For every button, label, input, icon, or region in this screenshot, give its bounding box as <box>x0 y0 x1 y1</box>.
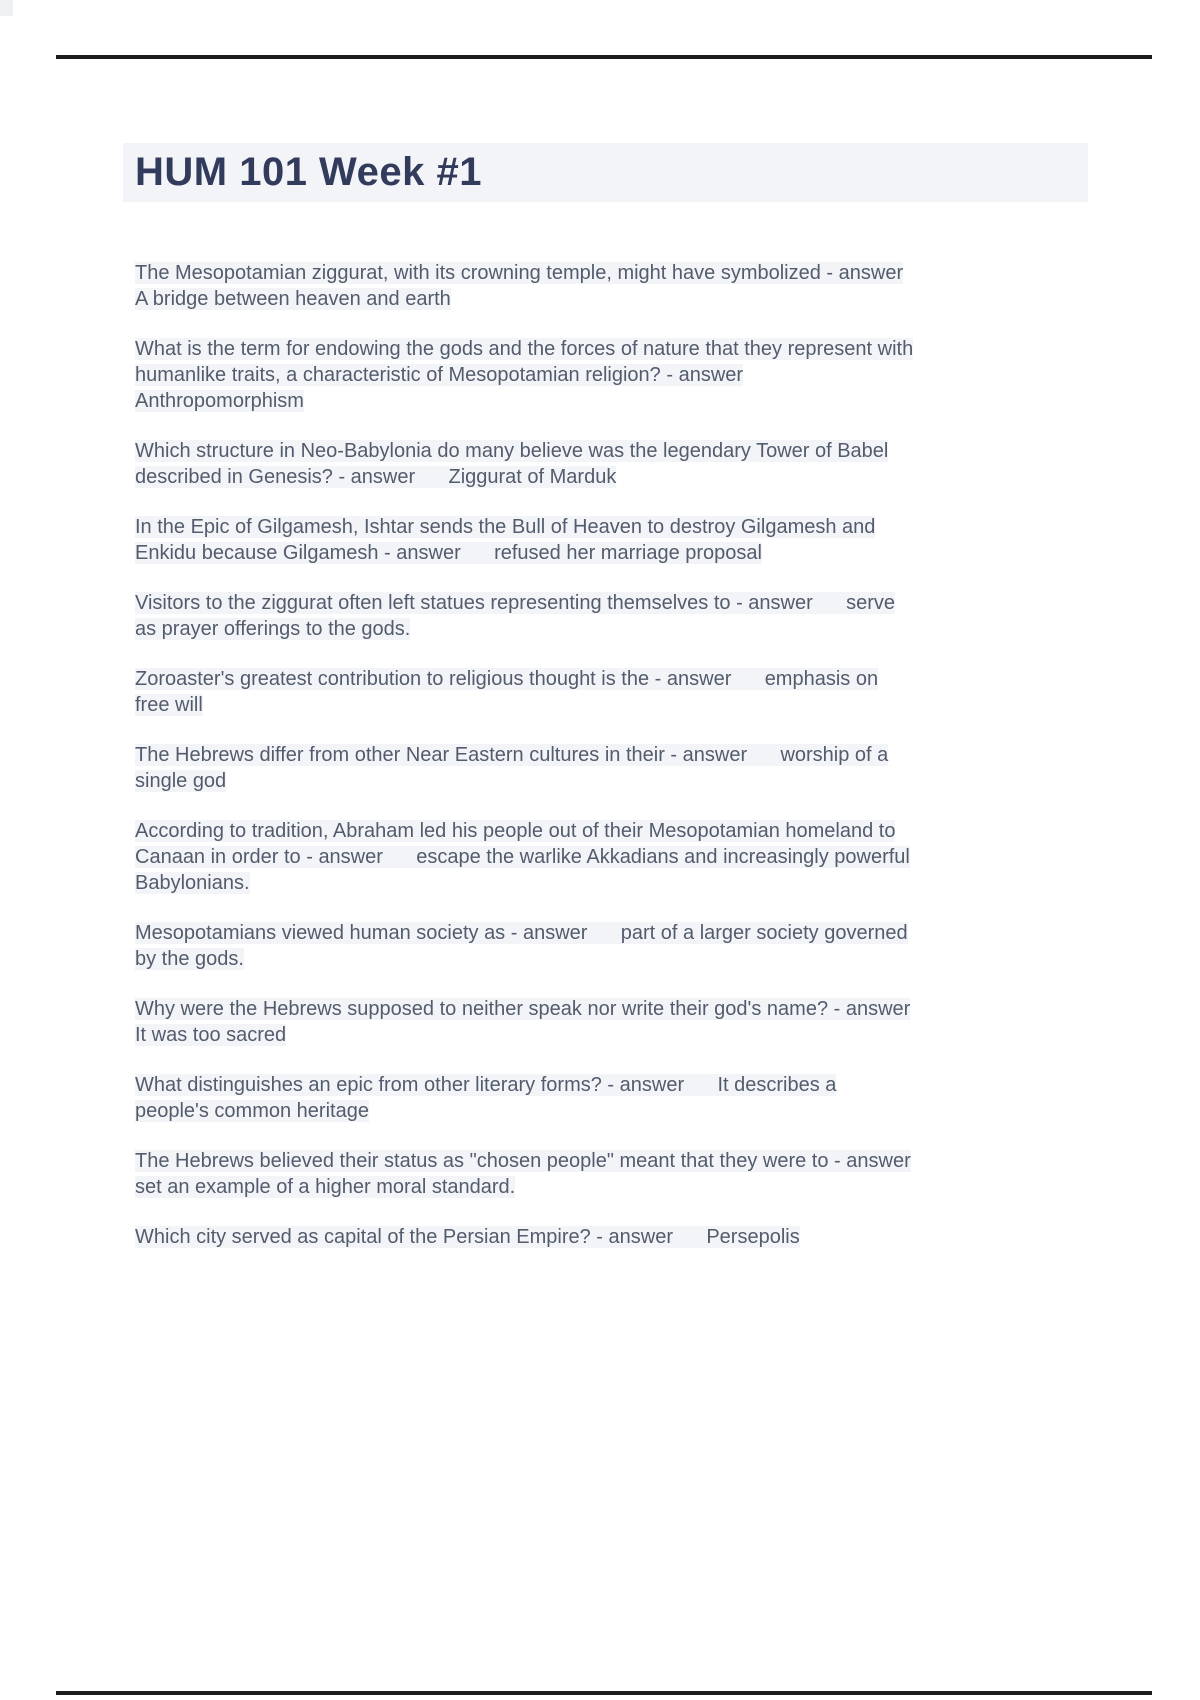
qa-paragraph-6 <box>135 666 1145 718</box>
qa-text: What distinguishes an epic from other literary forms? - answer It describes a people's common heritage <box>135 1074 837 1122</box>
page-title-text: HUM 101 Week #1 <box>135 150 482 194</box>
page-corner-artifact <box>0 0 13 16</box>
qa-paragraph-11 <box>135 1072 1145 1124</box>
qa-paragraph-5 <box>135 590 1145 642</box>
qa-text: According to tradition, Abraham led his people out of their Mesopotamian homeland to Canaan in order to - answer escape the warlike Akkadians and increasingly powerful Babylonians. <box>135 820 910 894</box>
qa-text: Which structure in Neo-Babylonia do many believe was the legendary Tower of Babel described in Genesis? - answer Ziggurat of Marduk <box>135 440 889 488</box>
qa-paragraph-13 <box>135 1224 1145 1250</box>
qa-paragraph-3 <box>135 438 1145 490</box>
top-horizontal-rule <box>56 55 1152 59</box>
qa-paragraph-9 <box>135 920 1145 972</box>
qa-paragraph-1 <box>135 260 1145 312</box>
qa-paragraph-10 <box>135 996 1145 1048</box>
qa-text: In the Epic of Gilgamesh, Ishtar sends the Bull of Heaven to destroy Gilgamesh and Enkidu because Gilgamesh - answer refused her marriage proposal <box>135 516 876 564</box>
qa-text: The Hebrews differ from other Near Eastern cultures in their - answer worship of a single god <box>135 744 889 792</box>
qa-paragraph-12 <box>135 1148 1145 1200</box>
qa-text: What is the term for endowing the gods and the forces of nature that they represent with humanlike traits, a characteristic of Mesopotamian religion? - answer Anthropomorphism <box>135 338 914 412</box>
qa-paragraph-4 <box>135 514 1145 566</box>
qa-list <box>135 260 1145 1274</box>
qa-text: Zoroaster's greatest contribution to religious thought is the - answer emphasis on free will <box>135 668 879 716</box>
qa-text: Mesopotamians viewed human society as - answer part of a larger society governed by the gods. <box>135 922 908 970</box>
qa-text: The Mesopotamian ziggurat, with its crowning temple, might have symbolized - answer A bridge between heaven and earth <box>135 262 904 310</box>
qa-text: The Hebrews believed their status as "chosen people" meant that they were to - answer set an example of a higher moral standard. <box>135 1150 911 1198</box>
qa-text: Why were the Hebrews supposed to neither speak nor write their god's name? - answer It was too sacred <box>135 998 911 1046</box>
qa-text: Visitors to the ziggurat often left statues representing themselves to - answer serve as prayer offerings to the gods. <box>135 592 895 640</box>
qa-paragraph-8 <box>135 818 1145 896</box>
page-title <box>123 143 1088 202</box>
qa-paragraph-7 <box>135 742 1145 794</box>
qa-text: Which city served as capital of the Persian Empire? - answer Persepolis <box>135 1226 800 1248</box>
bottom-horizontal-rule <box>56 1691 1152 1695</box>
qa-paragraph-2 <box>135 336 1145 414</box>
